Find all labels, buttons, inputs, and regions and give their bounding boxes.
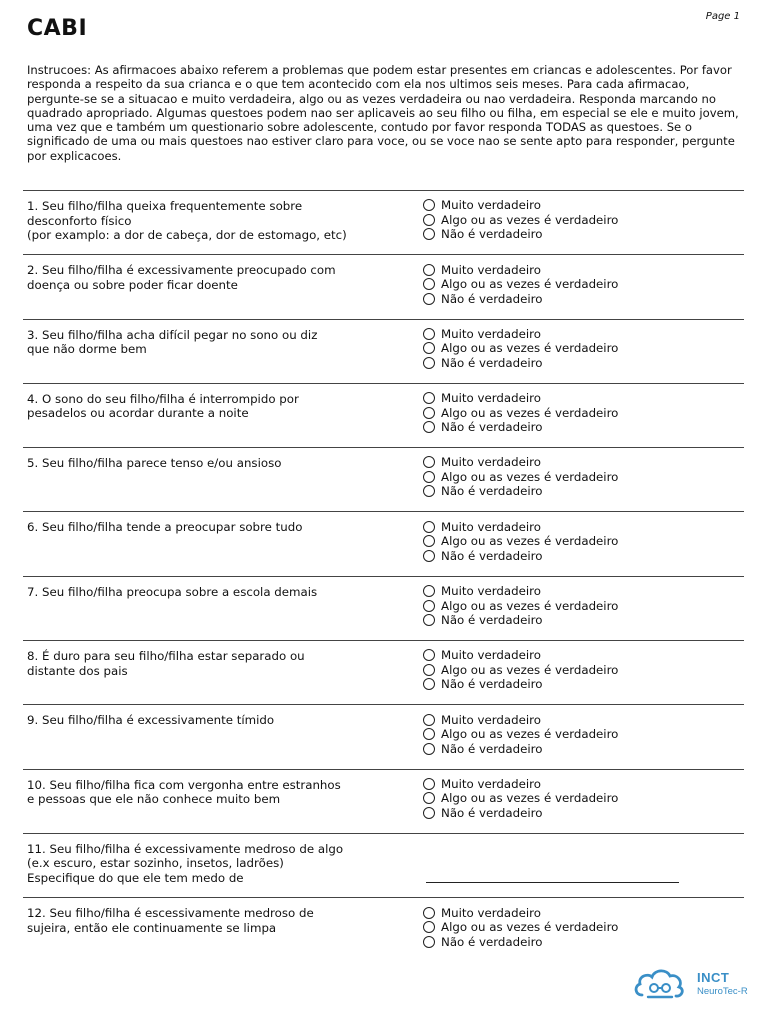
option-nao-verdadeiro[interactable] bbox=[423, 356, 618, 371]
option-nao-verdadeiro[interactable] bbox=[423, 227, 618, 242]
question-text: 9. Seu filho/filha é excessivamente tímido bbox=[27, 713, 275, 728]
option-label: Não é verdadeiro bbox=[441, 548, 543, 563]
option-muito-verdadeiro[interactable] bbox=[423, 262, 618, 277]
question-text: 4. O sono do seu filho/filha é interrompido por pesadelos ou acordar durante a noite bbox=[27, 391, 299, 421]
radio-circle-icon[interactable] bbox=[423, 936, 435, 948]
option-muito-verdadeiro[interactable] bbox=[423, 391, 618, 406]
radio-circle-icon[interactable] bbox=[423, 342, 435, 354]
option-nao-verdadeiro[interactable] bbox=[423, 677, 618, 692]
option-label: Algo ou as vezes é verdadeiro bbox=[441, 791, 619, 806]
answer-options bbox=[423, 519, 618, 563]
radio-circle-icon[interactable] bbox=[423, 792, 435, 804]
option-label: Algo ou as vezes é verdadeiro bbox=[441, 341, 619, 356]
option-label: Algo ou as vezes é verdadeiro bbox=[441, 598, 619, 613]
option-label: Não é verdadeiro bbox=[441, 291, 543, 306]
logo-name: INCT bbox=[697, 970, 730, 985]
option-label: Muito verdadeiro bbox=[441, 776, 541, 791]
answer-options bbox=[423, 262, 618, 306]
radio-circle-icon[interactable] bbox=[423, 328, 435, 340]
option-muito-verdadeiro[interactable] bbox=[423, 905, 618, 920]
answer-options bbox=[423, 905, 618, 949]
radio-circle-icon[interactable] bbox=[423, 743, 435, 755]
option-label: Muito verdadeiro bbox=[441, 648, 541, 663]
option-label: Muito verdadeiro bbox=[441, 584, 541, 599]
radio-circle-icon[interactable] bbox=[423, 521, 435, 533]
option-algo-verdadeiro[interactable] bbox=[423, 598, 618, 613]
answer-options bbox=[423, 327, 618, 371]
logo-text bbox=[697, 970, 748, 997]
radio-circle-icon[interactable] bbox=[423, 585, 435, 597]
option-algo-verdadeiro[interactable] bbox=[423, 277, 618, 292]
option-muito-verdadeiro[interactable] bbox=[423, 648, 618, 663]
fear-specify-field[interactable] bbox=[426, 882, 679, 883]
option-muito-verdadeiro[interactable] bbox=[423, 712, 618, 727]
radio-circle-icon[interactable] bbox=[423, 357, 435, 369]
radio-circle-icon[interactable] bbox=[423, 907, 435, 919]
radio-circle-icon[interactable] bbox=[423, 678, 435, 690]
option-algo-verdadeiro[interactable] bbox=[423, 534, 618, 549]
option-label: Algo ou as vezes é verdadeiro bbox=[441, 277, 619, 292]
question-text: 2. Seu filho/filha é excessivamente preocupado com doença ou sobre poder ficar doente bbox=[27, 263, 336, 292]
radio-circle-icon[interactable] bbox=[423, 807, 435, 819]
answer-options bbox=[423, 777, 618, 821]
option-algo-verdadeiro[interactable] bbox=[423, 791, 618, 806]
option-label: Muito verdadeiro bbox=[441, 391, 541, 406]
option-algo-verdadeiro[interactable] bbox=[423, 213, 618, 228]
question-item bbox=[23, 769, 744, 833]
radio-circle-icon[interactable] bbox=[423, 278, 435, 290]
radio-circle-icon[interactable] bbox=[423, 485, 435, 497]
option-label: Algo ou as vezes é verdadeiro bbox=[441, 920, 619, 935]
radio-circle-icon[interactable] bbox=[423, 600, 435, 612]
option-label: Não é verdadeiro bbox=[441, 805, 543, 820]
option-nao-verdadeiro[interactable] bbox=[423, 934, 618, 949]
option-muito-verdadeiro[interactable] bbox=[423, 777, 618, 792]
option-label: Não é verdadeiro bbox=[441, 355, 543, 370]
radio-circle-icon[interactable] bbox=[423, 264, 435, 276]
option-label: Não é verdadeiro bbox=[441, 741, 543, 756]
radio-circle-icon[interactable] bbox=[423, 471, 435, 483]
option-label: Muito verdadeiro bbox=[441, 519, 541, 534]
radio-circle-icon[interactable] bbox=[423, 228, 435, 240]
option-label: Muito verdadeiro bbox=[441, 712, 541, 727]
option-nao-verdadeiro[interactable] bbox=[423, 741, 618, 756]
radio-circle-icon[interactable] bbox=[423, 550, 435, 562]
question-text: 11. Seu filho/filha é excessivamente medroso de algo (e.x escuro, estar sozinho, insetos, ladrões) Especifique do que ele tem medo de bbox=[27, 841, 344, 885]
page-number: Page 1 bbox=[705, 11, 740, 22]
option-muito-verdadeiro[interactable] bbox=[423, 327, 618, 342]
option-label: Não é verdadeiro bbox=[441, 420, 543, 435]
option-muito-verdadeiro[interactable] bbox=[423, 584, 618, 599]
question-text: 7. Seu filho/filha preocupa sobre a escola demais bbox=[27, 584, 318, 599]
answer-options bbox=[423, 391, 618, 435]
radio-circle-icon[interactable] bbox=[423, 421, 435, 433]
question-list bbox=[23, 190, 744, 962]
answer-options bbox=[423, 198, 618, 242]
option-label: Muito verdadeiro bbox=[441, 905, 541, 920]
question-item bbox=[23, 511, 744, 575]
option-label: Algo ou as vezes é verdadeiro bbox=[441, 212, 619, 227]
option-label: Muito verdadeiro bbox=[441, 455, 541, 470]
option-muito-verdadeiro[interactable] bbox=[423, 519, 618, 534]
question-item bbox=[23, 319, 744, 383]
logo-subtitle: NeuroTec-R bbox=[697, 986, 748, 997]
option-nao-verdadeiro[interactable] bbox=[423, 420, 618, 435]
option-algo-verdadeiro[interactable] bbox=[423, 405, 618, 420]
radio-circle-icon[interactable] bbox=[423, 728, 435, 740]
question-item bbox=[23, 640, 744, 704]
question-item bbox=[23, 576, 744, 640]
radio-circle-icon[interactable] bbox=[423, 392, 435, 404]
option-algo-verdadeiro[interactable] bbox=[423, 663, 618, 678]
option-label: Algo ou as vezes é verdadeiro bbox=[441, 534, 619, 549]
question-text: 8. É duro para seu filho/filha estar separado ou distante dos pais bbox=[27, 649, 305, 678]
option-algo-verdadeiro[interactable] bbox=[423, 920, 618, 935]
option-label: Muito verdadeiro bbox=[441, 326, 541, 341]
option-label: Não é verdadeiro bbox=[441, 934, 543, 949]
option-nao-verdadeiro[interactable] bbox=[423, 806, 618, 821]
option-muito-verdadeiro[interactable] bbox=[423, 455, 618, 470]
option-algo-verdadeiro[interactable] bbox=[423, 341, 618, 356]
radio-circle-icon[interactable] bbox=[423, 535, 435, 547]
question-item bbox=[23, 190, 744, 254]
radio-circle-icon[interactable] bbox=[423, 778, 435, 790]
question-item bbox=[23, 704, 744, 768]
question-text: 6. Seu filho/filha tende a preocupar sobre tudo bbox=[27, 520, 303, 535]
option-muito-verdadeiro[interactable] bbox=[423, 198, 618, 213]
option-label: Algo ou as vezes é verdadeiro bbox=[441, 469, 619, 484]
radio-circle-icon[interactable] bbox=[423, 199, 435, 211]
question-text: 1. Seu filho/filha queixa frequentemente sobre desconforto físico (por examplo: a dor de cabeça, dor de estomago, etc) bbox=[27, 199, 347, 242]
radio-circle-icon[interactable] bbox=[423, 614, 435, 626]
radio-circle-icon[interactable] bbox=[423, 714, 435, 726]
answer-options bbox=[423, 584, 618, 628]
radio-circle-icon[interactable] bbox=[423, 456, 435, 468]
radio-circle-icon[interactable] bbox=[423, 921, 435, 933]
option-label: Não é verdadeiro bbox=[441, 227, 543, 242]
answer-options bbox=[423, 455, 618, 499]
radio-circle-icon[interactable] bbox=[423, 293, 435, 305]
question-item bbox=[23, 897, 744, 961]
option-nao-verdadeiro[interactable] bbox=[423, 548, 618, 563]
option-nao-verdadeiro[interactable] bbox=[423, 291, 618, 306]
question-item bbox=[23, 833, 744, 897]
radio-circle-icon[interactable] bbox=[423, 407, 435, 419]
option-label: Algo ou as vezes é verdadeiro bbox=[441, 405, 619, 420]
option-algo-verdadeiro[interactable] bbox=[423, 470, 618, 485]
question-text: 12. Seu filho/filha é escessivamente medroso de sujeira, então ele continuamente se limpa bbox=[27, 906, 314, 935]
option-label: Não é verdadeiro bbox=[441, 613, 543, 628]
option-label: Não é verdadeiro bbox=[441, 677, 543, 692]
option-label: Muito verdadeiro bbox=[441, 262, 541, 277]
question-item bbox=[23, 254, 744, 318]
radio-circle-icon[interactable] bbox=[423, 214, 435, 226]
option-nao-verdadeiro[interactable] bbox=[423, 613, 618, 628]
radio-circle-icon[interactable] bbox=[423, 664, 435, 676]
question-item bbox=[23, 447, 744, 511]
instructions: Instrucoes: As afirmacoes abaixo referem a problemas que podem estar presentes em criancas e adolescentes. Por favor responda a respeito da sua crianca e o que tem acontecido com ela nos ultimos seis meses. Para cada afirmacao, pergunte-se se a situacao e muito verdadeira, algo ou as vezes verdadeira ou nao verdadeira. Responda marcando no quadrado apropriado. Algumas questoes podem nao ser aplicaveis ao seu filho ou filha, em especial se ele e muito jovem, uma vez que e também um questionario sobre adolescente, contudo por favor responda TODAS as questoes. Se o significado de uma ou mais questoes nao estiver claro para voce, ou se voce nao se sente apto para responder, pergunte por explicacoes. bbox=[27, 63, 739, 163]
page-title: CABI bbox=[27, 16, 88, 41]
question-text: 5. Seu filho/filha parece tenso e/ou ansioso bbox=[27, 456, 282, 471]
radio-circle-icon[interactable] bbox=[423, 649, 435, 661]
option-label: Algo ou as vezes é verdadeiro bbox=[441, 727, 619, 742]
option-label: Muito verdadeiro bbox=[441, 198, 541, 213]
option-label: Não é verdadeiro bbox=[441, 484, 543, 499]
question-text: 3. Seu filho/filha acha difícil pegar no sono ou diz que não dorme bem bbox=[27, 327, 318, 357]
answer-options bbox=[423, 712, 618, 756]
option-nao-verdadeiro[interactable] bbox=[423, 484, 618, 499]
question-item bbox=[23, 383, 744, 447]
option-algo-verdadeiro[interactable] bbox=[423, 727, 618, 742]
option-label: Algo ou as vezes é verdadeiro bbox=[441, 662, 619, 677]
question-text: 10. Seu filho/filha fica com vergonha entre estranhos e pessoas que ele não conhece muito bem bbox=[27, 777, 341, 807]
answer-options bbox=[423, 648, 618, 692]
